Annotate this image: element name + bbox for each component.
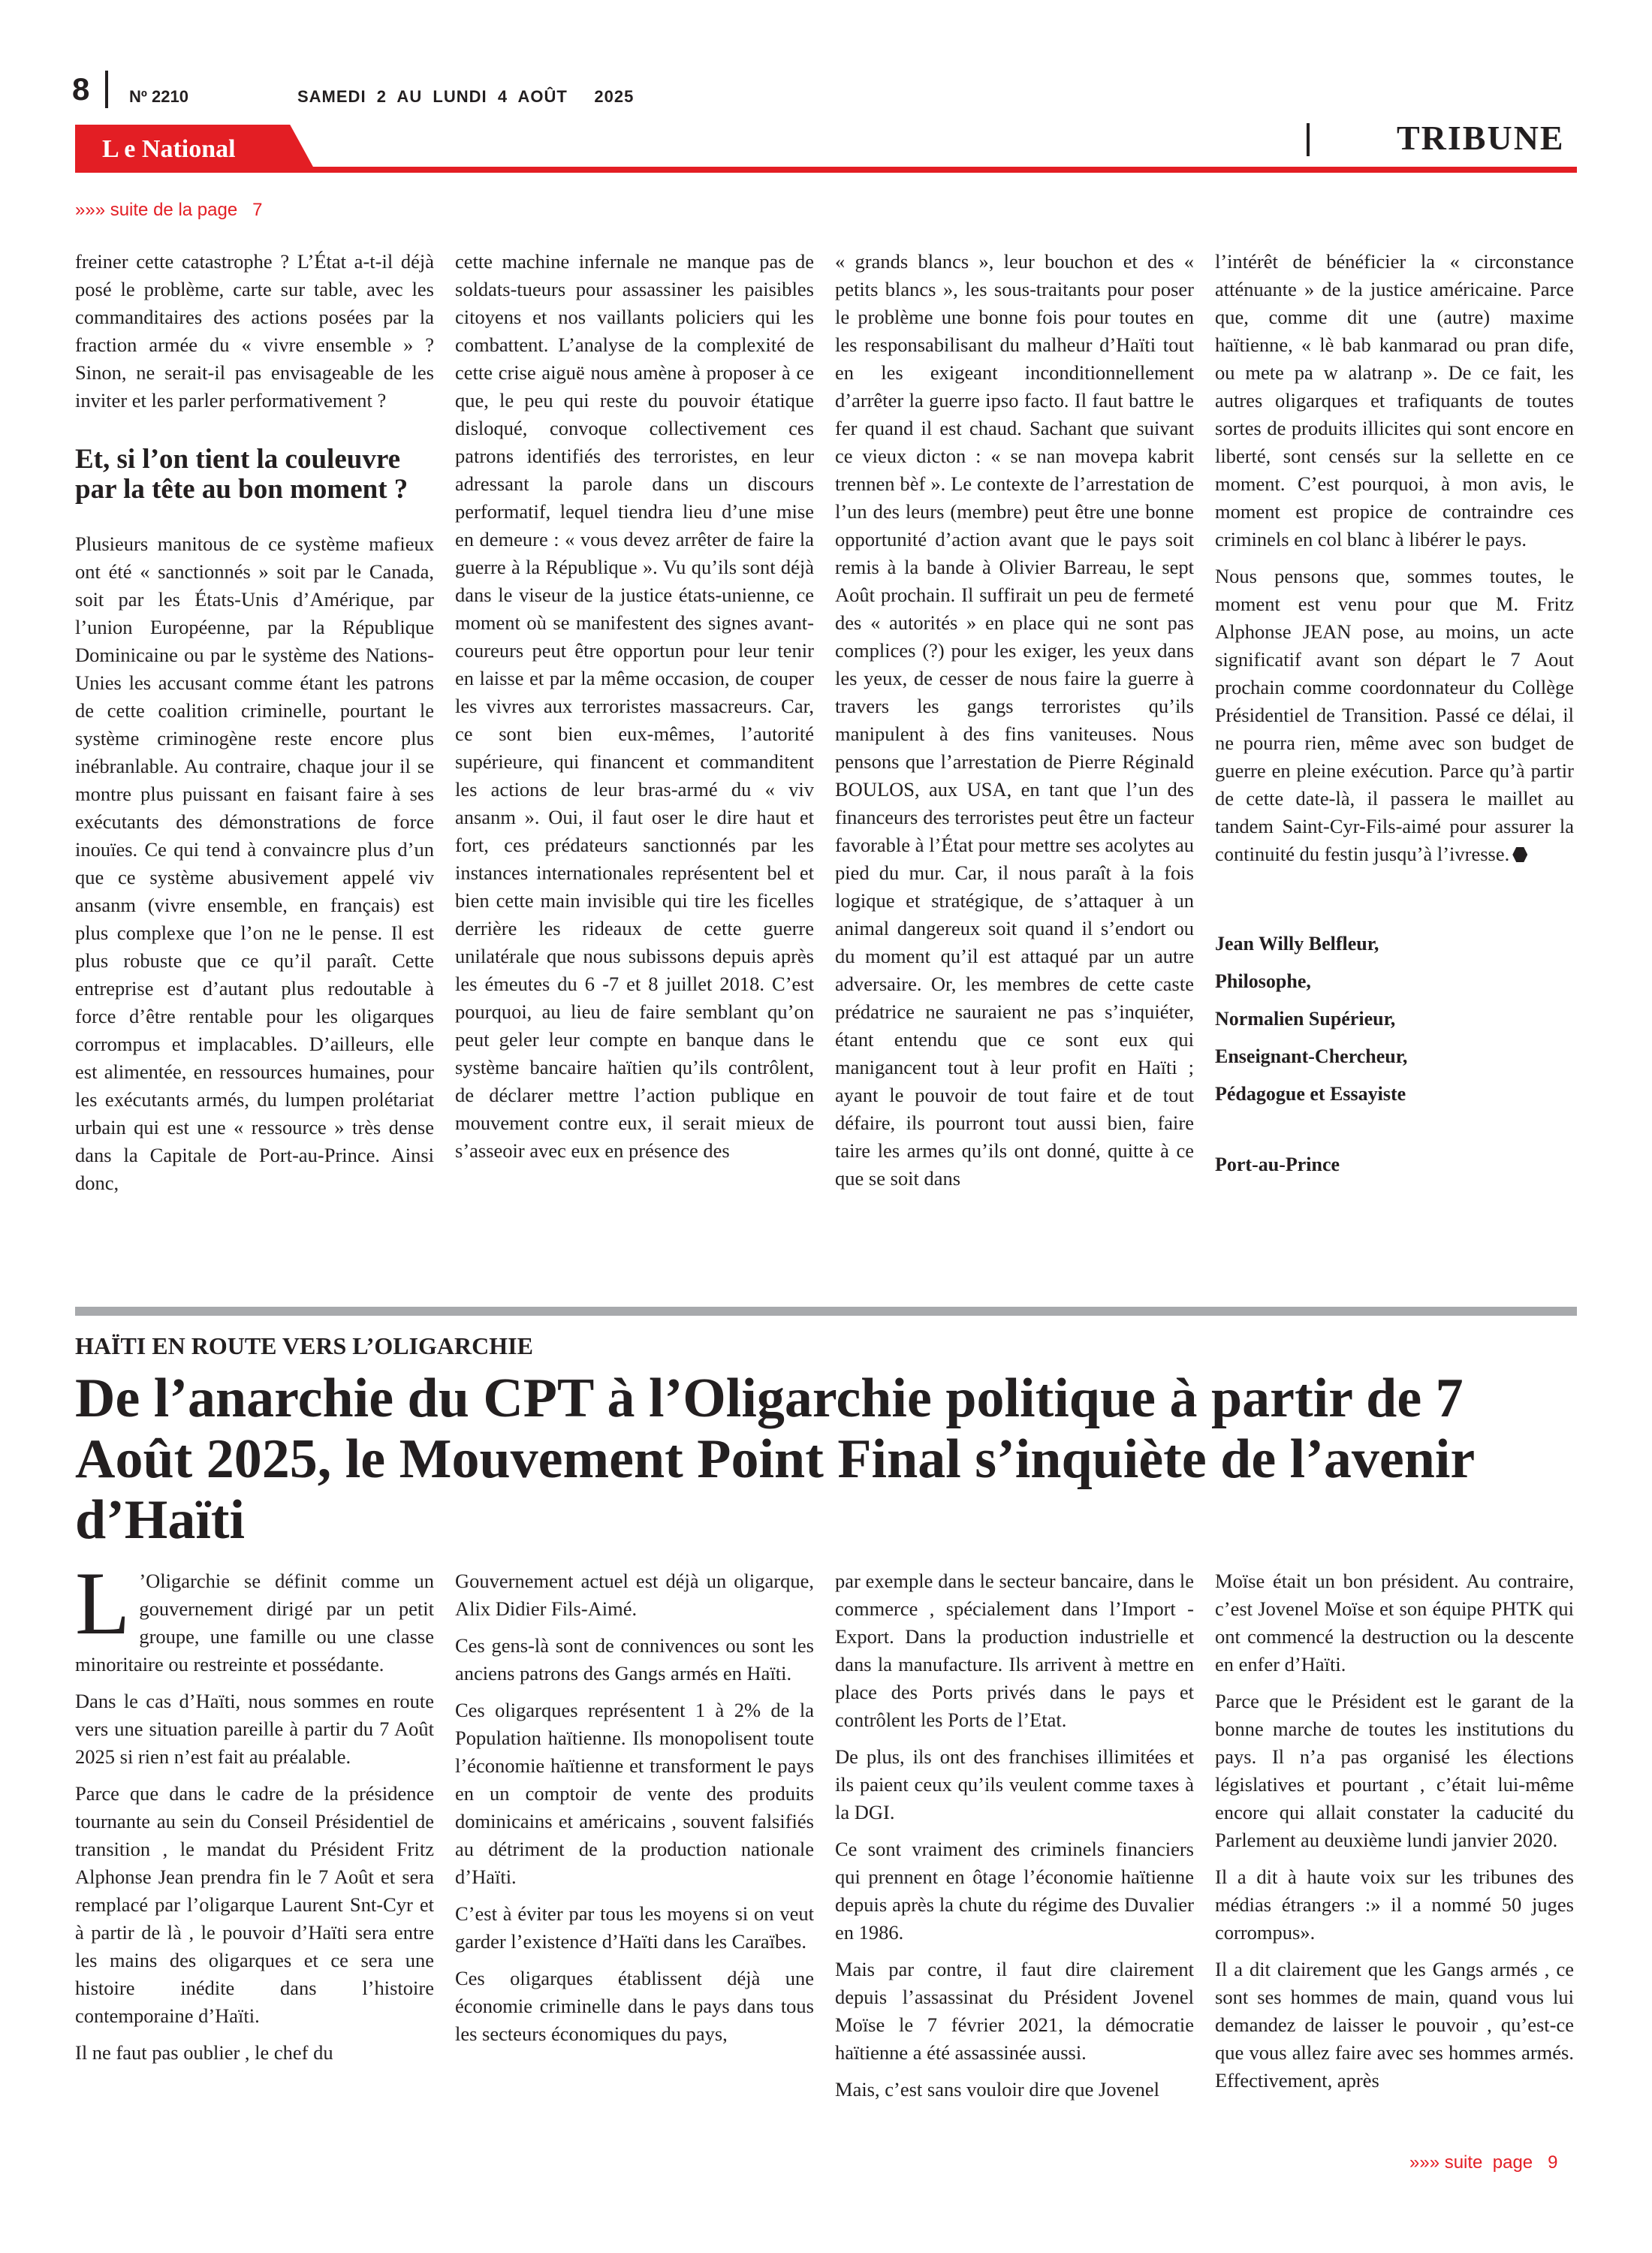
- article-kicker: HAÏTI EN ROUTE VERS L’OLIGARCHIE: [75, 1332, 533, 1359]
- author-location: Port-au-Prince: [1215, 1154, 1340, 1175]
- paragraph: Il a dit clairement que les Gangs armés , ce sont ses hommes de main, quand vous lui demandez de laisser le pouvoir , qu’est-ce que vous allez faire avec ses hommes armés. Effectivement, après: [1215, 1958, 1574, 2092]
- paragraph: [1215, 562, 1574, 868]
- paragraph-text: Nous pensons que, sommes toutes, le moment est venu pour que M. Fritz Alphonse JEAN pose, au moins, un acte significatif avant son départ le 7 Aout prochain comme coordonnateur du Collège Présidentiel de Transition. Passé ce délai, il ne pourra rien, même avec son budget de guerre en pleine exécution. Parce qu’à partir de cette date-là, il passera le maillet au tandem Saint-Cyr-Fils-aimé pour assurer la continuité du festin jusqu’à l’ivresse.: [1215, 565, 1574, 865]
- paragraph: Gouvernement actuel est déjà un oligarque, Alix Didier Fils-Aimé.: [455, 1570, 814, 1620]
- author-title: Normalien Supérieur,: [1215, 1008, 1396, 1030]
- paragraph: Parce que le Président est le garant de la bonne marche de toutes les institutions du pays. Il n’a pas organisé les élections législatives et pourtant , c’était lui-même encore qui allait constater la caducité du Parlement au deuxième lundi janvier 2020.: [1215, 1690, 1574, 1851]
- paragraph-text: ’Oligarchie se définit comme un gouvernement dirigé par un petit groupe, une famille ou une classe minoritaire ou restreinte et possédante.: [75, 1570, 434, 1675]
- paragraph: Il ne faut pas oublier , le chef du: [75, 2041, 333, 2064]
- paragraph: Mais, c’est sans vouloir dire que Jovenel: [835, 2078, 1159, 2101]
- paragraph: Ces oligarques représentent 1 à 2% de la Population haïtienne. Ils monopolisent toute l’économie haïtienne et transforment le pays en un comptoir de vente des produits dominicains et américains , souvent falsifiés au détriment de la production nationale d’Haïti.: [455, 1699, 814, 1888]
- page-number-divider: [105, 71, 108, 108]
- issue-date: SAMEDI 2 AU LUNDI 4 AOÛT 2025: [297, 87, 635, 106]
- paragraph: Ces oligarques établissent déjà une économie criminelle dans le pays dans tous les secteurs économiques du pays,: [455, 1967, 814, 2045]
- paragraph: C’est à éviter par tous les moyens si on veut garder l’existence d’Haïti dans les Caraïbes.: [455, 1902, 814, 1953]
- article-separator: [75, 1307, 1577, 1316]
- tribune-column-1: [75, 248, 434, 1206]
- issue-number: Nº 2210: [129, 87, 188, 106]
- continued-on-link[interactable]: »»» suite page 9: [1409, 2152, 1558, 2173]
- paragraph: Ce sont vraiment des criminels financiers qui prennent en ôtage l’économie haïtienne depuis après la chute du régime des Duvalier en 1986.: [835, 1838, 1194, 1944]
- subheading: Et, si l’on tient la couleuvre par la tête au bon moment ?: [75, 444, 408, 505]
- masthead-logo: L e National: [102, 135, 236, 163]
- paragraph: l’intérêt de bénéficier la « circonstance atténuante » de la justice américaine. Parce que, comme dit une (autre) maxime haïtienne, « lè bab kanmarad ou pran dife, ou mete pa w alatranp ». De ce fait, les autres oligarques et trafiquants de toutes sortes de produits illicites qui sont encore en liberté, sont censés sur la sellette en ce moment. C’est pourquoi, à mon avis, le moment est propice de contraindre ces criminels en col blanc à libérer le pays.: [1215, 250, 1574, 550]
- author-name: Jean Willy Belfleur,: [1215, 933, 1379, 955]
- article-headline: De l’anarchie du CPT à l’Oligarchie politique à partir de 7 Août 2025, le Mouvement Point Final s’inquiète de l’avenir d’Haïti: [75, 1368, 1474, 1551]
- paragraph: Moïse était un bon président. Au contraire, c’est Jovenel Moïse et son équipe PHTK qui ont commencé la destruction ou la descente en enfer d’Haïti.: [1215, 1570, 1574, 1675]
- paragraph: « grands blancs », leur bouchon et des « petits blancs », les sous-traitants pour poser le problème une bonne fois pour toutes en les responsabilisant du malheur d’Haïti tout en les exigeant inconditionnellement d’arrêter la guerre ipso facto. Il faut battre le fer quand il est chaud. Sachant que suivant ce vieux dicton : « se nan movepa kabrit trennen bèf ». Le contexte de l’arrestation de l’un des leurs (membre) peut être une bonne opportunité d’action avant que le pays soit remis à la bande à Olivier Barreau, le sept Août prochain. Il suffirait un peu de fermeté des « autorités » en place qui ne sont pas complices (?) pour les exiger, les yeux dans les yeux, de cesser de nous faire la guerre à travers les gangs terroristes qu’ils manipulent à des fins vaniteuses. Nous pensons que l’arrestation de Pierre Réginald BOULOS, aux USA, en tant que l’un des financeurs des terroristes peut être un facteur favorable à l’État pour mettre ses acolytes au pied du mur. Car, il nous paraît à la fois logique et stratégique, de s’attaquer à un animal dangereux soit quand il s’endort ou du moment qu’il est attaqué par un autre adversaire. Or, les membres de cette caste prédatrice ne sauraient ne pas s’inquiéter, étant entendu que ce sont eux qui manigancent tout à leur profit en Haïti ; ayant le pouvoir de tout faire et de tout défaire, ils pourront tout aussi bien, faire taire les armes qu’ils ont donné, quitte à ce que se soit dans: [835, 250, 1194, 1190]
- page-number: 8: [72, 71, 90, 107]
- paragraph: cette machine infernale ne manque pas de soldats-tueurs pour assassiner les paisibles citoyens et nos vaillants policiers qui les combattent. L’analyse de la complexité de cette crise aiguë nous amène à proposer à ce que, le peu qui reste du pouvoir étatique disloqué, convoque collectivement ces patrons identifiés des terroristes, en leur adressant la parole dans un discours performatif, lequel tiendra lieu d’une mise en demeure : « vous devez arrêter de faire la guerre à la République ». Vu qu’ils sont déjà dans le viseur de la justice états-unienne, ce moment où se manifestent des signes avant-coureurs peut être opportun pour leur tenir en laisse et par la même occasion, de couper les vivres aux terroristes massacreurs. Car, ce sont bien eux-mêmes, l’autorité supérieure, qui financent et commanditent les actions de leur bras-armé du « viv ansanm ». Oui, il faut oser le dire haut et fort, ces prédateurs sanctionnés par les instances internationales représentent bel et bien cette main invisible qui tire les ficelles derrière les rideaux de cette guerre unilatérale que nous subissons depuis après les émeutes du 6 -7 et 8 juillet 2018. C’est pourquoi, au lieu de faire semblant qu’on peut geler leur compte en banque dans le système bancaire haïtien qu’ils contrôlent, de déclarer mettre l’action publique en mouvement contre eux, il serait mieux de s’asseoir avec eux en présence des: [455, 250, 814, 1162]
- section-divider: [1307, 123, 1310, 156]
- paragraph: De plus, ils ont des franchises illimitées et ils paient ceux qu’ils veulent comme taxes à la DGI.: [835, 1745, 1194, 1823]
- tribune-column-3: [835, 248, 1194, 1202]
- author-title: Enseignant-Chercheur,: [1215, 1045, 1408, 1067]
- author-title: Pédagogue et Essayiste: [1215, 1083, 1406, 1105]
- paragraph: Dans le cas d’Haïti, nous sommes en route vers une situation pareille à partir du 7 Août 2025 si rien n’est fait au préalable.: [75, 1690, 434, 1768]
- article-column-1: [75, 1553, 434, 2076]
- paragraph: par exemple dans le secteur bancaire, dans le commerce , spécialement dans l’Import - Export. Dans la production industrielle et dans la manufacture. Ils arrivent à mettre en place des Ports privés dans le pays et contrôlent les Ports de l’Etat.: [835, 1570, 1194, 1731]
- paragraph: Plusieurs manitous de ce système mafieux ont été « sanctionnés » soit par le Canada, soit par les États-Unis d’Amérique, par l’union Européenne, par la République Dominicaine ou par le système des Nations-Unies les accusant comme étant les patrons de cette coalition criminelle, pourtant le système criminogène reste encore plus inébranlable. Au contraire, chaque jour il se montre plus puissant en faisant faire à ses exécutants des démonstrations de force inouïes. Ce qui tend à convaincre plus d’un que ce système abusivement appelé viv ansanm (vivre ensemble, en français) est plus complexe que l’on ne le pense. Il est plus robuste que ce qu’il paraît. Cette entreprise est d’autant plus redoutable à force d’être rentable pour les oligarques corrompus et implacables. D’ailleurs, elle est alimentée, en ressources humaines, pour les exécutants armés, du lumpen prolétariat urbain qui est une « ressource » très dense dans la Capitale de Port-au-Prince. Ainsi donc,: [75, 532, 434, 1194]
- author-title: Philosophe,: [1215, 970, 1311, 992]
- drop-cap: L: [75, 1553, 131, 1653]
- paragraph: [75, 1553, 434, 1678]
- paragraph: Il a dit à haute voix sur les tribunes des médias étrangers :» il a nommé 50 juges corrompus».: [1215, 1865, 1574, 1944]
- article-column-4: [1215, 1567, 1574, 2104]
- paragraph: Ces gens-là sont de connivences ou sont les anciens patrons des Gangs armés en Haïti.: [455, 1634, 814, 1684]
- paragraph: Mais par contre, il faut dire clairement depuis l’assassinat du Président Jovenel Moïse le 7 février 2021, la démocratie haïtienne a été assassinée aussi.: [835, 1958, 1194, 2064]
- continued-from-link[interactable]: »»» suite de la page 7: [75, 200, 263, 220]
- section-title: TRIBUNE: [1397, 119, 1565, 157]
- header-rule: [75, 167, 1577, 173]
- article-column-2: [455, 1567, 814, 2057]
- paragraph: Parce que dans le cadre de la présidence tournante au sein du Conseil Présidentiel de transition , le mandat du Président Fritz Alphonse Jean prendra fin le 7 Août et sera remplacé par l’oligarque Laurent Snt-Cyr et à partir de là , le pouvoir d’Haïti sera entre les mains des oligarques et ce sera une histoire inédite dans l’histoire contemporaine d’Haïti.: [75, 1782, 434, 2027]
- tribune-column-2: [455, 248, 814, 1174]
- article-column-3: [835, 1567, 1194, 2113]
- end-of-article-icon: [1512, 847, 1527, 862]
- tribune-column-4: [1215, 248, 1574, 1184]
- paragraph: freiner cette catastrophe ? L’État a-t-il déjà posé le problème, carte sur table, avec les commanditaires des actions posées par la fraction armée du « vivre ensemble » ? Sinon, ne serait-il pas envisageable de les inviter et les parler performativement ?: [75, 250, 434, 412]
